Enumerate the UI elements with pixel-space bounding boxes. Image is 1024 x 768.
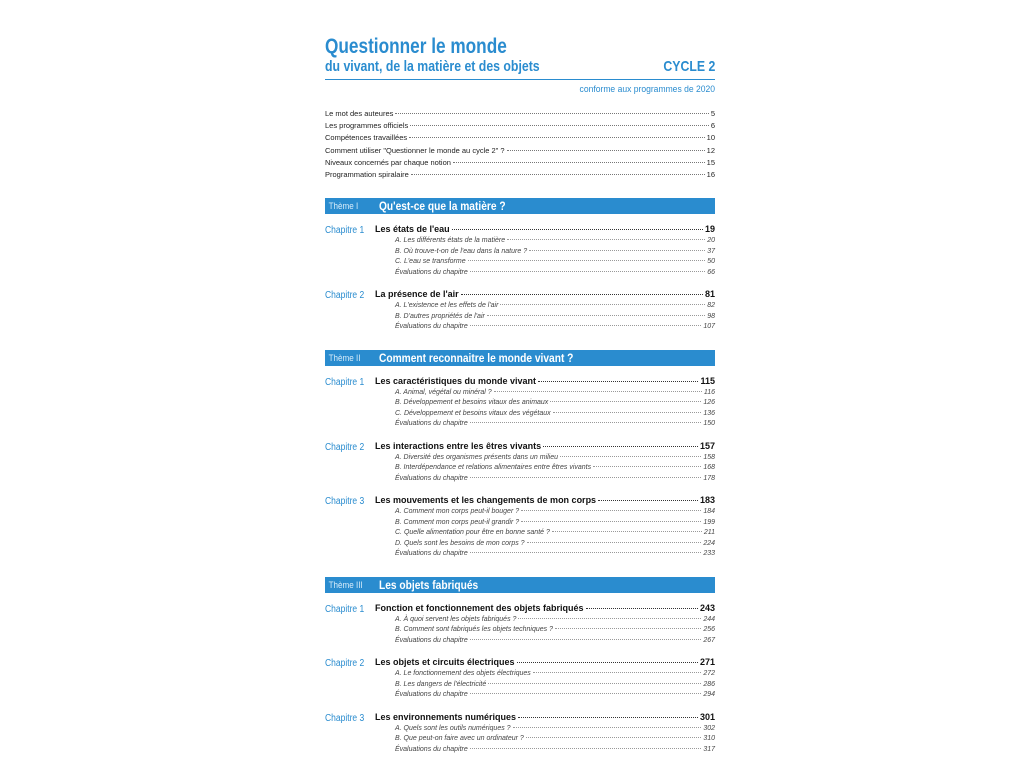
section-entry-page: 178 <box>703 474 715 482</box>
chapter-body <box>375 224 715 279</box>
front-matter-list <box>325 109 715 182</box>
section-entry-page: 98 <box>707 312 715 320</box>
section-entry[interactable] <box>375 389 715 400</box>
theme-header[interactable] <box>325 198 715 214</box>
chapter-entry[interactable] <box>375 289 715 302</box>
front-matter-item-page: 16 <box>706 169 715 179</box>
section-entry[interactable] <box>375 725 715 736</box>
section-entry-label: A. Le fonctionnement des objets électriques <box>395 670 531 678</box>
dot-leader <box>395 113 708 114</box>
dot-leader <box>560 456 701 457</box>
section-entry-page: 20 <box>707 237 715 245</box>
section-entry[interactable] <box>375 735 715 746</box>
dot-leader <box>593 466 701 467</box>
chapter-number: Chapitre 2 <box>325 290 365 302</box>
chapter-page: 115 <box>700 375 715 386</box>
chapter-title: Les environnements numériques <box>375 711 517 722</box>
section-entry-label: Évaluations du chapitre <box>395 636 468 644</box>
section-entry-page: 184 <box>703 508 715 516</box>
section-entry-page: 50 <box>707 258 715 266</box>
section-entry-page: 272 <box>703 670 715 678</box>
chapter-entry[interactable] <box>375 495 715 508</box>
section-entry-page: 66 <box>707 268 715 276</box>
dot-leader <box>586 608 698 609</box>
section-entry-page: 116 <box>703 388 715 396</box>
chapter-body <box>375 376 715 431</box>
section-entry[interactable] <box>375 475 715 486</box>
section-entry-label: B. Développement et besoins vitaux des animaux <box>395 399 549 407</box>
front-matter-item[interactable] <box>325 146 715 158</box>
chapter-page: 243 <box>699 602 715 613</box>
section-entry-label: Évaluations du chapitre <box>395 550 468 558</box>
section-entry-page: 107 <box>703 323 715 331</box>
section-entry[interactable] <box>375 540 715 551</box>
section-entry[interactable] <box>375 670 715 681</box>
chapter-number: Chapitre 2 <box>325 441 365 453</box>
section-entry[interactable] <box>375 454 715 465</box>
theme-number: Thème I <box>328 201 359 212</box>
toc-page <box>325 36 715 756</box>
dot-leader <box>521 510 701 511</box>
section-entry-label: B. Les dangers de l'électricité <box>395 680 487 688</box>
front-matter-item-label: Comment utiliser "Questionner le monde au cycle 2" ? <box>325 145 505 155</box>
chapter-entry[interactable] <box>375 657 715 670</box>
dot-leader <box>470 552 702 553</box>
dot-leader <box>517 662 698 663</box>
dot-leader <box>488 683 701 684</box>
section-entry-page: 82 <box>707 302 715 310</box>
chapter-page: 301 <box>699 711 715 722</box>
section-entry-label: B. D'autres propriétés de l'air <box>395 312 485 320</box>
dot-leader <box>470 693 702 694</box>
theme-title: Comment reconnaitre le monde vivant ? <box>379 350 574 365</box>
section-entry[interactable] <box>375 681 715 692</box>
dot-leader <box>470 422 702 423</box>
themes-list <box>325 198 715 756</box>
chapter-title: Les mouvements et les changements de mon corps <box>375 495 597 506</box>
dot-leader <box>452 229 703 230</box>
cycle-label: CYCLE 2 <box>663 58 715 75</box>
dot-leader <box>468 260 706 261</box>
section-entry[interactable] <box>375 637 715 648</box>
section-entry-label: Évaluations du chapitre <box>395 268 468 276</box>
theme-header[interactable] <box>325 577 715 593</box>
section-entry[interactable] <box>375 691 715 702</box>
section-entry[interactable] <box>375 626 715 637</box>
dot-leader <box>533 672 702 673</box>
chapter-page: 271 <box>699 657 715 668</box>
section-entry-label: B. Que peut-on faire avec un ordinateur ? <box>395 735 524 743</box>
conformity-note: conforme aux programmes de 2020 <box>579 84 715 95</box>
dot-leader <box>543 446 698 447</box>
chapter-entry[interactable] <box>375 712 715 725</box>
section-entry-label: A. Diversité des organismes présents dans un milieu <box>395 453 559 461</box>
chapter-title: Les caractéristiques du monde vivant <box>375 375 537 386</box>
section-entry-label: A. À quoi servent les objets fabriqués ? <box>395 615 517 623</box>
chapter-block <box>325 712 715 757</box>
section-entry-label: A. L'existence et les effets de l'air <box>395 302 499 310</box>
section-entry-page: 211 <box>703 529 715 537</box>
section-entry-label: D. Quels sont les besoins de mon corps ? <box>395 539 525 547</box>
front-matter-item-page: 5 <box>710 109 715 118</box>
chapter-title: Les états de l'eau <box>375 224 450 235</box>
section-entry[interactable] <box>375 410 715 421</box>
chapter-title: Les interactions entre les êtres vivants <box>375 440 542 451</box>
dot-leader <box>507 150 705 151</box>
front-matter-item-label: Le mot des auteures <box>325 109 394 118</box>
dot-leader <box>409 137 705 138</box>
dot-leader <box>470 748 702 749</box>
chapter-number: Chapitre 3 <box>325 712 365 724</box>
theme-number: Thème II <box>328 352 361 363</box>
front-matter-item-page: 12 <box>706 145 715 155</box>
dot-leader <box>500 304 705 305</box>
dot-leader <box>470 325 702 326</box>
section-entry-label: B. Interdépendance et relations alimentaires entre êtres vivants <box>395 464 592 472</box>
dot-leader <box>513 727 702 728</box>
section-entry-page: 317 <box>703 745 715 753</box>
section-entry-page: 37 <box>707 247 715 255</box>
dot-leader <box>487 315 705 316</box>
front-matter-item-label: Niveaux concernés par chaque notion <box>325 157 451 167</box>
chapter-body <box>375 712 715 757</box>
section-entry-page: 256 <box>703 626 715 634</box>
section-entry-page: 286 <box>703 680 715 688</box>
dot-leader <box>470 477 702 478</box>
chapter-entry[interactable] <box>375 224 715 237</box>
front-matter-item[interactable] <box>325 121 715 133</box>
theme-header[interactable] <box>325 350 715 366</box>
chapter-entry[interactable] <box>375 603 715 616</box>
book-subtitle: du vivant, de la matière et des objets <box>325 58 540 75</box>
dot-leader <box>453 162 705 163</box>
section-entry[interactable] <box>375 302 715 313</box>
dot-leader <box>555 628 701 629</box>
chapter-entry[interactable] <box>375 376 715 389</box>
section-entry-label: A. Quels sont les outils numériques ? <box>395 724 511 732</box>
section-entry[interactable] <box>375 550 715 561</box>
dot-leader <box>461 294 703 295</box>
section-entry-page: 126 <box>703 399 715 407</box>
chapter-number: Chapitre 2 <box>325 658 365 670</box>
theme-title: Qu'est-ce que la matière ? <box>379 199 506 214</box>
front-matter-item[interactable] <box>325 133 715 145</box>
front-matter-item-page: 15 <box>706 157 715 167</box>
front-matter-item[interactable] <box>325 109 715 121</box>
section-entry-label: A. Les différents états de la matière <box>395 237 506 245</box>
section-entry[interactable] <box>375 258 715 269</box>
chapter-title: Les objets et circuits électriques <box>375 657 515 668</box>
dot-leader <box>538 381 698 382</box>
chapter-block <box>325 495 715 561</box>
section-entry[interactable] <box>375 323 715 334</box>
section-entry-page: 310 <box>703 735 715 743</box>
section-entry-label: B. Comment sont fabriqués les objets techniques ? <box>395 626 553 634</box>
chapter-page: 19 <box>704 224 715 235</box>
dot-leader <box>494 391 702 392</box>
front-matter-item-page: 6 <box>710 121 715 131</box>
chapter-body <box>375 441 715 486</box>
chapter-page: 157 <box>699 440 715 451</box>
section-entry-label: Évaluations du chapitre <box>395 691 468 699</box>
chapter-title: Fonction et fonctionnement des objets fabriqués <box>375 602 584 613</box>
dot-leader <box>411 174 705 175</box>
section-entry-label: Évaluations du chapitre <box>395 323 468 331</box>
chapter-body <box>375 657 715 702</box>
section-entry-page: 158 <box>703 453 715 461</box>
section-entry[interactable] <box>375 399 715 410</box>
section-entry-label: B. Comment mon corps peut-il grandir ? <box>395 518 520 526</box>
dot-leader <box>470 639 702 640</box>
chapter-body <box>375 603 715 648</box>
subtitle-row <box>325 58 715 78</box>
section-entry-page: 136 <box>703 409 715 417</box>
dot-leader <box>598 500 698 501</box>
dot-leader <box>518 618 701 619</box>
chapter-number: Chapitre 1 <box>325 225 365 237</box>
section-entry[interactable] <box>375 248 715 259</box>
section-entry[interactable] <box>375 464 715 475</box>
section-entry[interactable] <box>375 616 715 627</box>
chapter-number: Chapitre 1 <box>325 603 365 615</box>
dot-leader <box>527 542 702 543</box>
section-entry-page: 199 <box>703 518 715 526</box>
chapter-number: Chapitre 3 <box>325 496 365 508</box>
section-entry[interactable] <box>375 269 715 280</box>
dot-leader <box>553 412 702 413</box>
section-entry-page: 294 <box>703 691 715 699</box>
section-entry-page: 302 <box>703 724 715 732</box>
dot-leader <box>529 250 705 251</box>
section-entry[interactable] <box>375 746 715 757</box>
section-entry[interactable] <box>375 519 715 530</box>
section-entry-label: B. Où trouve-t-on de l'eau dans la nature ? <box>395 247 528 255</box>
section-entry[interactable] <box>375 508 715 519</box>
front-matter-item[interactable] <box>325 158 715 170</box>
header-rule <box>325 79 715 80</box>
theme-title: Les objets fabriqués <box>379 577 479 592</box>
chapter-block <box>325 441 715 486</box>
chapter-block <box>325 224 715 279</box>
chapter-block <box>325 376 715 431</box>
dot-leader <box>470 271 705 272</box>
front-matter-item[interactable] <box>325 170 715 182</box>
section-entry-page: 224 <box>703 539 715 547</box>
section-entry-label: A. Comment mon corps peut-il bouger ? <box>395 508 520 516</box>
section-entry[interactable] <box>375 237 715 248</box>
section-entry-label: C. L'eau se transforme <box>395 258 466 266</box>
chapter-entry[interactable] <box>375 441 715 454</box>
section-entry-label: C. Quelle alimentation pour être en bonne santé ? <box>395 529 550 537</box>
chapter-number: Chapitre 1 <box>325 376 365 388</box>
book-title: Questionner le monde <box>325 35 507 58</box>
section-entry-page: 244 <box>703 615 715 623</box>
front-matter-item-page: 10 <box>706 133 715 143</box>
front-matter-item-label: Programmation spiralaire <box>325 169 409 179</box>
front-matter-item-label: Les programmes officiels <box>325 121 409 131</box>
dot-leader <box>518 717 698 718</box>
chapter-block <box>325 603 715 648</box>
section-entry-label: C. Développement et besoins vitaux des végétaux <box>395 409 551 417</box>
chapter-block <box>325 657 715 702</box>
dot-leader <box>410 125 709 126</box>
section-entry[interactable] <box>375 529 715 540</box>
section-entry[interactable] <box>375 420 715 431</box>
section-entry-page: 267 <box>703 636 715 644</box>
dot-leader <box>550 401 701 402</box>
dot-leader <box>507 239 705 240</box>
section-entry-label: A. Animal, végétal ou minéral ? <box>395 388 492 396</box>
theme-number: Thème III <box>328 579 363 590</box>
chapter-body <box>375 289 715 334</box>
chapter-page: 183 <box>699 495 715 506</box>
chapter-page: 81 <box>704 289 715 300</box>
front-matter-item-label: Compétences travaillées <box>325 133 408 143</box>
section-entry-label: Évaluations du chapitre <box>395 474 468 482</box>
chapter-block <box>325 289 715 334</box>
chapter-body <box>375 495 715 561</box>
chapter-title: La présence de l'air <box>375 289 459 300</box>
section-entry-label: Évaluations du chapitre <box>395 745 468 753</box>
dot-leader <box>552 531 702 532</box>
dot-leader <box>521 521 701 522</box>
section-entry-page: 168 <box>703 464 715 472</box>
section-entry-label: Évaluations du chapitre <box>395 420 468 428</box>
section-entry-page: 233 <box>703 550 715 558</box>
section-entry[interactable] <box>375 313 715 324</box>
dot-leader <box>526 737 702 738</box>
section-entry-page: 150 <box>703 420 715 428</box>
